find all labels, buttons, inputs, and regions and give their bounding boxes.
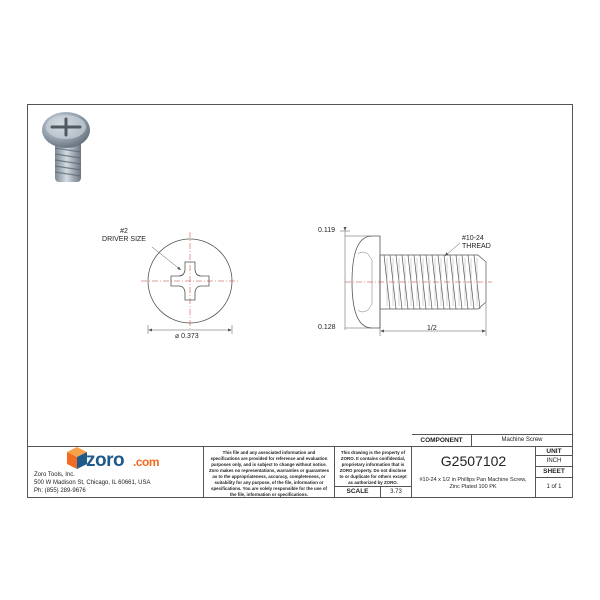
logo-suffix: .com <box>133 455 160 469</box>
shank-dimension: 0.128 <box>318 324 336 331</box>
unit-label-cell: UNIT <box>536 446 573 456</box>
screw-render-icon <box>42 112 90 182</box>
scale-label-cell: SCALE <box>335 487 381 498</box>
company-phone: Ph: (855) 289-9676 <box>34 487 86 494</box>
sheet-label-cell: SHEET <box>536 467 573 478</box>
component-value-cell: Machine Screw <box>472 434 573 446</box>
part-description: #10-24 x 1/2 in Phillips Pan Machine Screw, Zinc Plated 100 PK <box>419 477 527 491</box>
scale-value-cell: 3.73 <box>381 487 412 498</box>
company-block <box>27 446 203 498</box>
part-number-block <box>412 446 536 498</box>
driver-size-label: #2 DRIVER SIZE <box>102 228 146 244</box>
logo-main: zoro <box>86 450 125 471</box>
disclaimer-block <box>203 446 335 498</box>
part-number: G2507102 <box>440 453 507 469</box>
front-view <box>141 232 239 334</box>
thread-label: #10-24 THREAD <box>462 235 491 251</box>
company-name: Zoro Tools, Inc. <box>34 472 75 478</box>
property-text: This drawing is the property of ZORO. It contains confidential, proprietary information that is ZORO property. Do not disclose to or duplicate for others except as authorized by ZORO. <box>339 450 407 485</box>
head-height-dimension: 0.119 <box>318 227 335 234</box>
property-block <box>335 446 412 487</box>
component-label-cell: COMPONENT <box>412 434 472 446</box>
disclaimer-text: This file and any associated information and specifications are provided for reference and evaluation purposes only, and is subject to change without notice. Zoro makes no representations, warranties or guarantees as to the appropriateness, accuracy, completeness, or suitability for any purpose, of the file, information or specifications. You are solely responsible for the use of the file, information or specifications. <box>208 450 330 497</box>
diameter-dimension: ⌀ 0.373 <box>175 333 199 340</box>
sheet-value-cell: 1 of 1 <box>536 478 573 498</box>
unit-value-cell: INCH <box>536 456 573 467</box>
length-dimension: 1/2 <box>427 325 437 332</box>
company-address: 500 W Madison St, Chicago, IL 60661, USA <box>34 479 151 486</box>
